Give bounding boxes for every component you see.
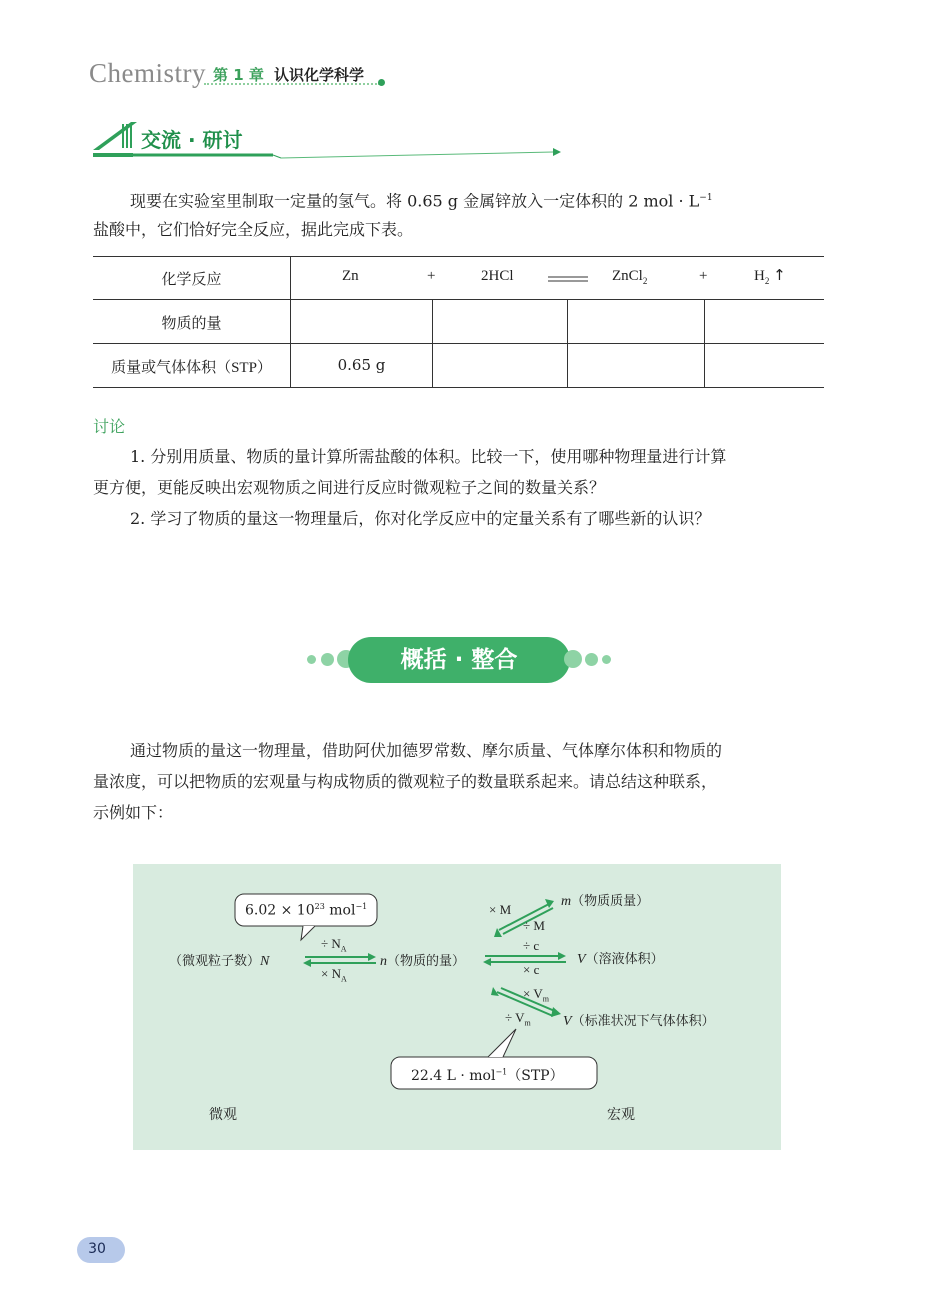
micro-label: 微观 (209, 1107, 237, 1123)
chapter-title: 认识化学科学 (274, 66, 365, 84)
intro-line-2: 盐酸中，它们恰好完全反应，据此完成下表。 (93, 220, 414, 239)
plus-sign-1: + (427, 268, 436, 284)
row-label-amount: 物质的量 (161, 314, 222, 332)
summary-line-1: 通过物质的量这一物理量，借助阿伏加德罗常数、摩尔质量、气体摩尔体积和物质的 (130, 741, 723, 760)
avogadro-constant-label: $6.02 \times 10^{23}$ mol$^{-1}$ (245, 902, 368, 919)
divide-na-label: ÷ $N_A$ (321, 936, 347, 954)
divide-c-label: ÷ c (523, 938, 540, 953)
product-zncl2: ZnCl$_2$ (612, 268, 648, 286)
intro-line-1: 现要在实验室里制取一定量的氢气。将 0.65 g 金属锌放入一定体积的 2 mol · $L^{-1}$ (130, 191, 713, 211)
pill-dot (307, 655, 316, 664)
plus-sign-2: + (699, 268, 708, 284)
row-label-mass: 质量或气体体积（STP） (111, 358, 272, 376)
page-number: 30 (88, 1241, 106, 1257)
section-title-discussion: 交流 · 研讨 (141, 128, 243, 152)
section-title-summary: 概括 · 整合 (400, 647, 518, 673)
product-h2: $H_2$ ↑ (754, 266, 786, 286)
molar-volume-label: 22.4 L · mol$^{-1}$（STP） (411, 1067, 564, 1084)
reactant-hcl: 2HCl (481, 268, 514, 284)
equals-arrow (548, 275, 588, 283)
multiply-c-label: × c (523, 962, 540, 977)
reactant-zn: Zn (342, 268, 359, 284)
pill-dot (602, 655, 611, 664)
question-1-line-2: 更方便，更能反映出宏观物质之间进行反应时微观粒子之间的数量关系？ (93, 478, 606, 497)
relationship-diagram (133, 864, 781, 1150)
pill-dot (585, 653, 598, 666)
gas-volume-label: V（标准状况下气体体积） (563, 1014, 715, 1029)
macro-label: 宏观 (607, 1107, 635, 1123)
solution-volume-label: V（溶液体积） (577, 952, 664, 967)
summary-line-2: 量浓度，可以把物质的宏观量与构成物质的微观粒子的数量联系起来。请总结这种联系， (93, 772, 718, 791)
multiply-vm-label: × $V_m$ (523, 986, 549, 1004)
multiply-m-label: × M (489, 902, 512, 917)
chapter-number: 第 1 章 (213, 66, 264, 84)
question-2: 2. 学习了物质的量这一物理量后，你对化学反应中的定量关系有了哪些新的认识？ (130, 509, 711, 528)
multiply-na-label: × $N_A$ (321, 966, 347, 984)
mass-label: m（物质质量） (561, 894, 650, 909)
particle-number-label: （微观粒子数）N (169, 954, 270, 969)
divide-m-label: ÷ M (523, 918, 545, 933)
pill-dot (321, 653, 334, 666)
header-dotted-rule (204, 83, 380, 85)
row-label-reaction: 化学反应 (161, 270, 222, 288)
reaction-table (93, 256, 824, 388)
summary-line-3: 示例如下： (93, 803, 174, 822)
subject-title: Chemistry (89, 58, 206, 88)
pill-dot (564, 650, 582, 668)
discussion-label: 讨论 (93, 417, 126, 436)
mass-value-zn: 0.65 g (337, 356, 386, 374)
header-dot (378, 79, 385, 86)
amount-of-substance-label: n（物质的量） (380, 954, 466, 969)
question-1-line-1: 1. 分别用质量、物质的量计算所需盐酸的体积。比较一下，使用哪种物理量进行计算 (130, 447, 727, 466)
divide-vm-label: ÷ $V_m$ (505, 1010, 531, 1028)
